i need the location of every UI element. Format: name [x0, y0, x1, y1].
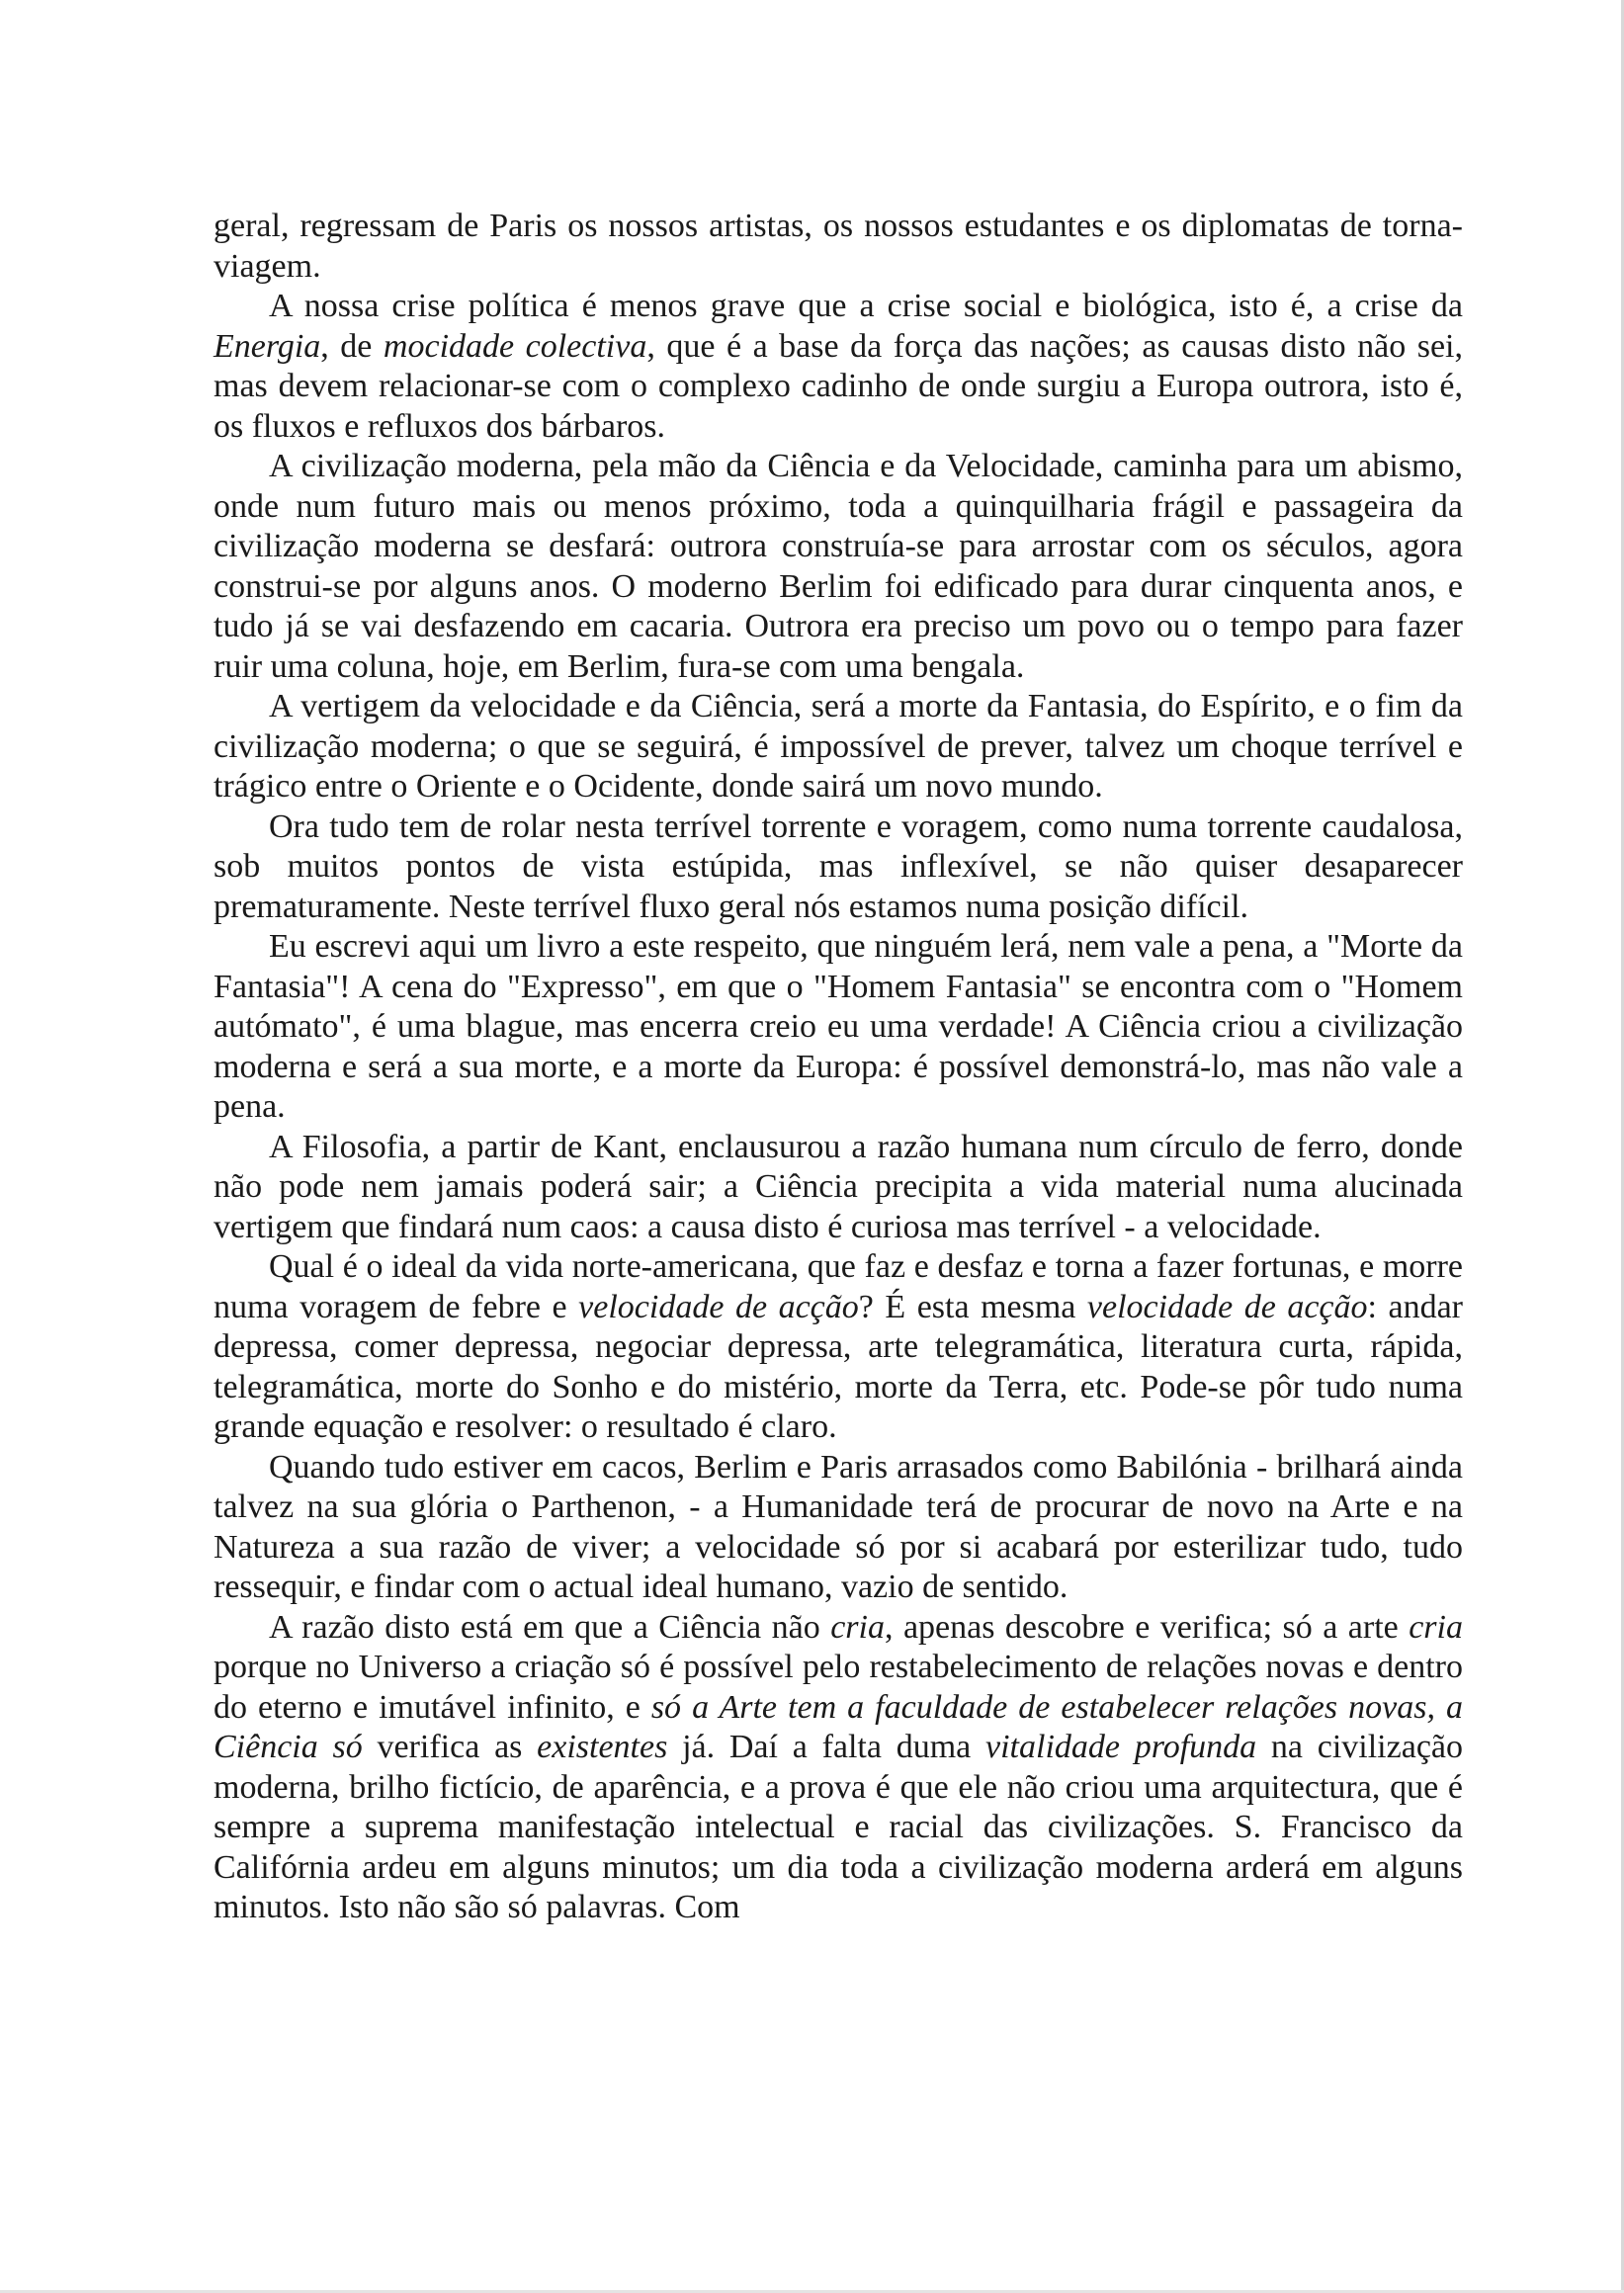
paragraph: [214, 1608, 1463, 1928]
text-run: porque no Universo a criação só é possível pelo restabelecimento de relações novas e dentro do eterno e imutável infinito, e: [214, 1649, 1463, 1726]
text-run: A razão disto está em que a Ciência não: [269, 1608, 831, 1646]
italic-run: mocidade colectiva: [383, 327, 647, 365]
text-run: Qual é o ideal da vida norte-americana, que faz e desfaz e torna a fazer fortunas, e morre numa voragem de febre e: [214, 1248, 1463, 1325]
italic-run: vitalidade profunda: [985, 1729, 1257, 1765]
body-text: [214, 207, 1463, 1928]
text-run: , de: [320, 327, 384, 365]
paragraph: [214, 807, 1463, 928]
italic-run: só a Arte tem a faculdade de estabelecer relações novas, a Ciência só: [214, 1688, 1463, 1765]
text-run: Eu escrevi aqui um livro a este respeito, que ninguém lerá, nem vale a pena, a "Morte da Fantasia"! A cena do "Expresso", em que o "Homem Fantasia" se encontra com o "Homem autómato", é uma blague, mas encerra creio eu uma verdade! A Ciência criou a civilização moderna e será a sua morte, e a morte da Europa: é possível demonstrá-lo, mas não vale a pena.: [214, 928, 1463, 1125]
text-run: ? É esta mesma: [858, 1288, 1087, 1325]
paragraph: [214, 1128, 1463, 1248]
text-run: na civilização moderna, brilho fictício, de aparência, e a prova é que ele não criou uma arquitectura, que é sempre a suprema manifestação intelectual e racial das civilizações. S. Francisco da Califórnia ardeu em alguns minutos; um dia toda a civilização moderna arderá em alguns minutos. Isto não são só palavras. Com: [214, 1729, 1463, 1925]
paragraph: [214, 687, 1463, 807]
text-run: Quando tudo estiver em cacos, Berlim e Paris arrasados como Babilónia - brilhará ainda talvez na sua glória o Parthenon, - a Humanidade terá de procurar de novo na Arte e na Natureza a sua razão de viver; a velocidade só por si acabará por esterilizar tudo, tudo ressequir, e findar com o actual ideal humano, vazio de sentido.: [214, 1448, 1463, 1605]
text-run: : andar depressa, comer depressa, negociar depressa, arte telegramática, literatura curta, rápida, telegramática, morte do Sonho e do mistério, morte da Terra, etc. Pode-se pôr tudo numa grande equação e resolver: o resultado é claro.: [214, 1288, 1463, 1445]
italic-run: velocidade de acção: [1086, 1288, 1368, 1325]
text-run: A vertigem da velocidade e da Ciência, será a morte da Fantasia, do Espírito, e o fim da civilização moderna; o que se seguirá, é impossível de prever, talvez um choque terrível e trágico entre o Oriente e o Ocidente, donde sairá um novo mundo.: [214, 688, 1463, 805]
text-run: A nossa crise política é menos grave que a crise social e biológica, isto é, a crise da: [269, 288, 1463, 324]
text-run: geral, regressam de Paris os nossos artistas, os nossos estudantes e os diplomatas de torna-viagem.: [214, 208, 1463, 285]
paragraph: [214, 447, 1463, 687]
italic-run: Energia: [214, 327, 321, 365]
text-run: A Filosofia, a partir de Kant, enclausurou a razão humana num círculo de ferro, donde não pode nem jamais poderá sair; a Ciência precipita a vida material numa alucinada vertigem que findará num caos: a causa disto é curiosa mas terrível - a velocidade.: [214, 1128, 1463, 1245]
text-run: já. Daí a falta duma: [667, 1729, 986, 1765]
text-run: , que é a base da força das nações; as causas disto não sei, mas devem relacionar-se com o complexo cadinho de onde surgiu a Europa outrora, isto é, os fluxos e refluxos dos bárbaros.: [214, 327, 1463, 445]
italic-run: existentes: [537, 1729, 668, 1765]
paragraph: [214, 207, 1463, 287]
text-run: , apenas descobre e verifica; só a arte: [884, 1608, 1410, 1646]
text-run: A civilização moderna, pela mão da Ciência e da Velocidade, caminha para um abismo, onde num futuro mais ou menos próximo, toda a quinquilharia frágil e passageira da civilização moderna se desfará: outrora construía-se para arrostar com os séculos, agora construi-se por alguns anos. O moderno Berlim foi edificado para durar cinquenta anos, e tudo já se vai desfazendo em cacaria. Outrora era preciso um povo ou o tempo para fazer ruir uma coluna, hoje, em Berlim, fura-se com uma bengala.: [214, 448, 1463, 685]
paragraph: [214, 287, 1463, 447]
paragraph: [214, 1247, 1463, 1448]
text-run: Ora tudo tem de rolar nesta terrível torrente e voragem, como numa torrente caudalosa, sob muitos pontos de vista estúpida, mas inflexível, se não quiser desaparecer prematuramente. Neste terrível fluxo geral nós estamos numa posição difícil.: [214, 807, 1463, 925]
text-run: verifica as: [362, 1729, 538, 1765]
italic-run: cria: [830, 1608, 885, 1646]
italic-run: cria: [1409, 1608, 1463, 1646]
paragraph: [214, 927, 1463, 1128]
paragraph: [214, 1448, 1463, 1608]
italic-run: velocidade de acção: [578, 1288, 859, 1325]
